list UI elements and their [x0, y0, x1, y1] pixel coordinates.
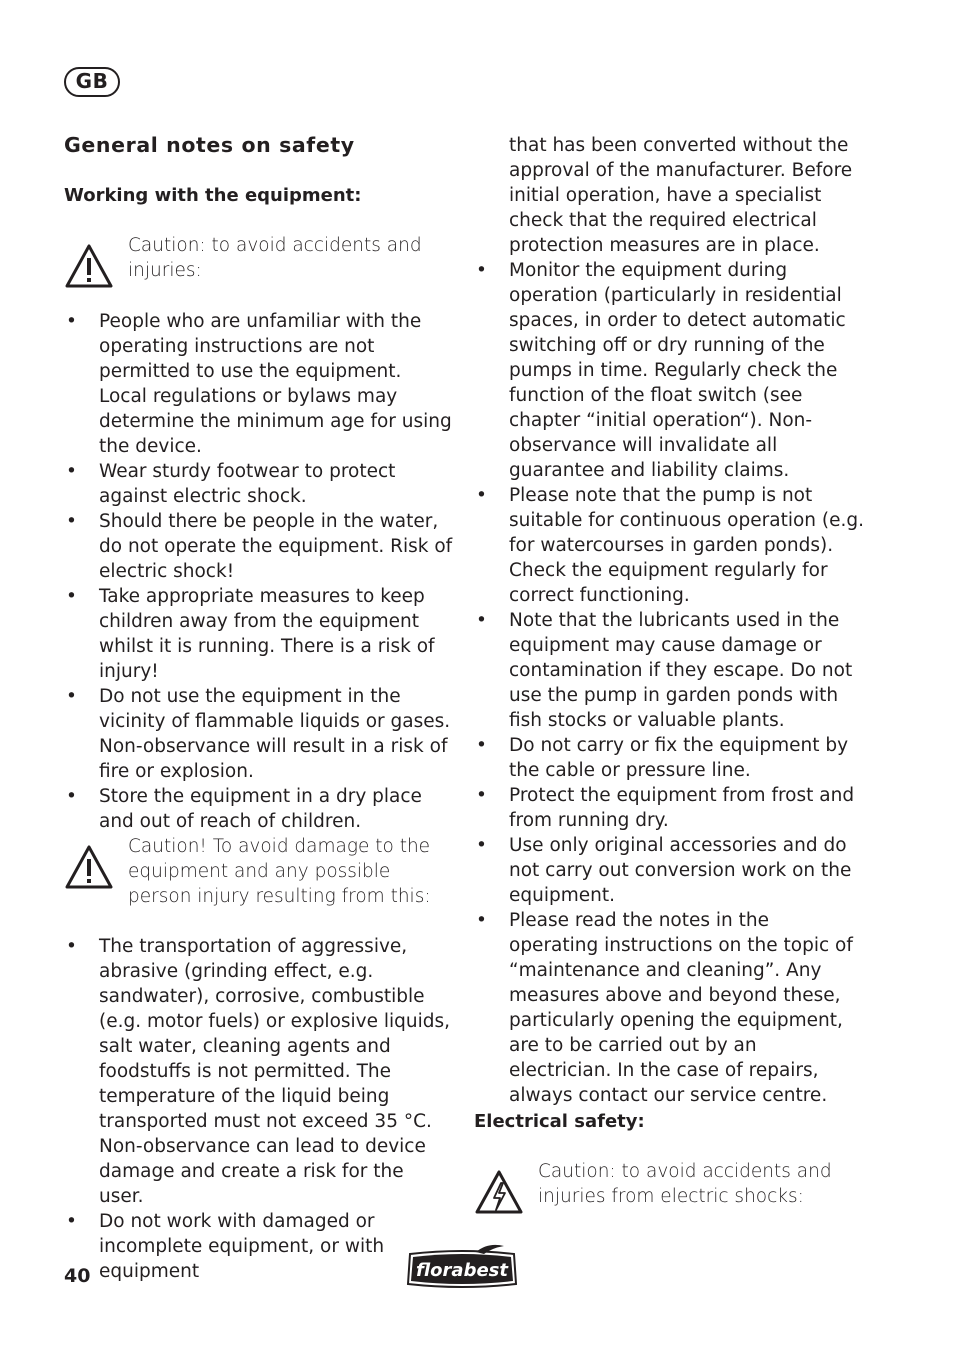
section-heading-electrical: Electrical safety: — [474, 1111, 645, 1132]
list-item: • Take appropriate measures to keep children away from the equipment whilst it is running. There is a risk of injury! — [66, 586, 435, 682]
florabest-logo — [404, 1244, 520, 1290]
bullet-list-transport — [64, 934, 454, 1284]
page-title: General notes on safety — [64, 133, 355, 157]
list-item: • Use only original accessories and do not carry out conversion work on the equipment. — [476, 835, 852, 906]
list-item: • Store the equipment in a dry place and out of reach of children. — [66, 786, 422, 832]
list-item: • Do not carry or fix the equipment by the cable or pressure line. — [476, 735, 849, 781]
page-number: 40 — [64, 1265, 91, 1287]
list-item: • Should there be people in the water, do not operate the equipment. Risk of electric shock! — [66, 511, 453, 582]
warning-triangle-icon — [64, 243, 114, 289]
list-item: • Do not work with damaged or incomplete equipment, or with equipment — [66, 1211, 385, 1282]
svg-text:florabest: florabest — [416, 1260, 508, 1281]
bullet-list-general — [64, 309, 454, 834]
list-item: • Monitor the equipment during operation (particularly in residential spaces, in order to detect automatic switching off or dry running of the pumps in time. Regularly check the function of the float switch (see chapter “initial operation“). Non-observance will invalidate all guarantee and liability claims. — [476, 260, 846, 481]
list-item: • Please note that the pump is not suitable for continuous operation (e.g. for watercourses in garden ponds). Check the equipment regularly for correct functioning. — [476, 485, 864, 606]
list-item: • Please read the notes in the operating instructions on the topic of “maintenance and cleaning”. Any measures above and beyond these, particularly opening the equipment, are to be carried out by an electrician. In the case of repairs, always contact our service centre. — [476, 910, 853, 1106]
section-heading-working: Working with the equipment: — [64, 185, 362, 206]
bullet-continuation: that has been converted without the approval of the manufacturer. Before initial operation, have a specialist check that the required electrical protection measures are in place. — [509, 135, 853, 256]
list-item: • Wear sturdy footwear to protect against electric shock. — [66, 461, 396, 507]
bullet-list-operation — [474, 258, 864, 1108]
list-item: • People who are unfamiliar with the operating instructions are not permitted to use the equipment. Local regulations or bylaws may determine the minimum age for using the device. — [66, 311, 452, 457]
list-item: • Do not use the equipment in the vicinity of flammable liquids or gases. Non-observance will result in a risk of fire or explosion. — [66, 686, 451, 782]
lightning-warning-icon — [474, 1169, 524, 1215]
warning-text: Caution: to avoid accidents and injuries from electric shocks: — [538, 1161, 832, 1207]
warning-triangle-icon — [64, 844, 114, 890]
list-item: • Note that the lubricants used in the equipment may cause damage or contamination if they escape. Do not use the pump in garden ponds with fish stocks or valuable plants. — [476, 610, 853, 731]
warning-text: Caution! To avoid damage to the equipment and any possible person injury resulting from this: — [128, 836, 431, 907]
warning-text: Caution: to avoid accidents and injuries: — [128, 235, 422, 281]
language-badge: GB — [64, 67, 120, 97]
list-item: • Protect the equipment from frost and from running dry. — [476, 785, 855, 831]
list-item: • The transportation of aggressive, abrasive (grinding effect, e.g. sandwater), corrosive, combustible (e.g. motor fuels) or explosive liquids, salt water, cleaning agents and foodstuffs is not permitted. The temperature of the liquid being transported must not exceed 35 °C. Non-observance can lead to device damage and create a risk for the user. — [66, 936, 451, 1207]
